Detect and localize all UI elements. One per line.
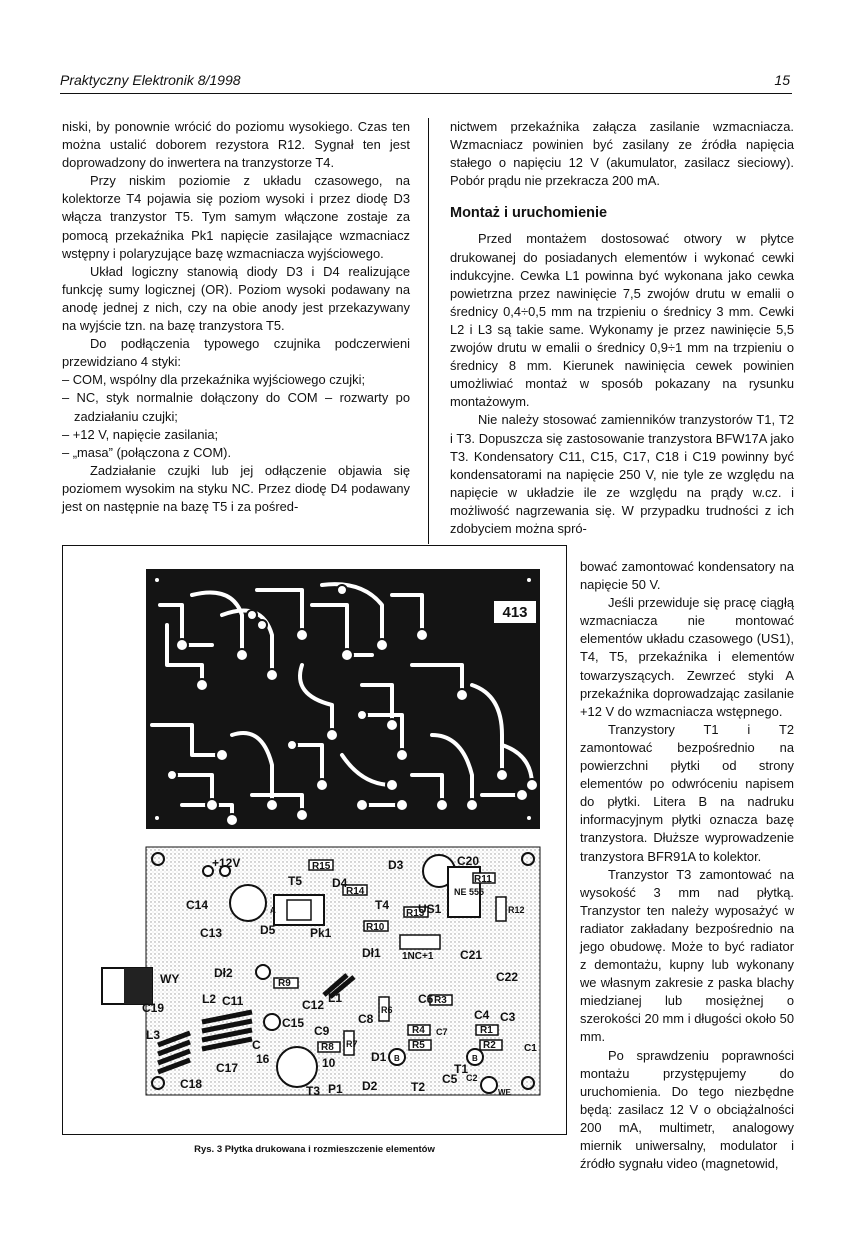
label-c5: C5 [442, 1072, 458, 1086]
label-c14: C14 [186, 898, 209, 912]
label-dl1: Dł1 [362, 946, 381, 960]
list-item: – +12 V, napięcie zasilania; [62, 426, 219, 442]
label-c-small: C [252, 1038, 261, 1052]
right-column [450, 118, 794, 538]
label-c13: C13 [200, 926, 223, 940]
list-item: – „masa” (połączona z COM). [62, 444, 232, 460]
label-c18: C18 [180, 1077, 203, 1091]
label-c2: C2 [466, 1073, 478, 1083]
label-r4: R4 [412, 1025, 425, 1036]
column-divider [428, 118, 429, 544]
label-c16: 16 [256, 1052, 270, 1066]
label-l2: L2 [202, 992, 217, 1006]
paragraph: nictwem przekaźnika załącza zasilanie wzmacniacza. Wzmacniacz powinien być zasilany ze źródła napięcia stałego o napięciu 12 V (akumulator, zasilacz sieciowy). Pobór prądu nie przekracza 200 mA. [450, 119, 794, 189]
label-c11: C11 [222, 994, 244, 1008]
label-r13: R13 [406, 908, 425, 919]
figure-caption: Rys. 3 Płytka drukowana i rozmieszczenie elementów [194, 1144, 435, 1155]
label-d4: D4 [332, 876, 348, 890]
label-r11: R11 [474, 874, 492, 885]
label-c8: C8 [358, 1012, 374, 1026]
label-c21: C21 [460, 948, 483, 962]
label-c7: C7 [436, 1027, 448, 1037]
narrow-column [580, 558, 794, 1173]
paragraph: niski, by ponownie wrócić do poziomu wysokiego. Czas ten można ustalić doborem rezystora R12. Sygnał ten jest doprowadzony do inwertera na tranzystorze T4. [62, 119, 410, 171]
board-number: 413 [502, 604, 528, 621]
label-c4: C4 [474, 1008, 490, 1022]
label-t2: T2 [411, 1080, 426, 1094]
label-d3: D3 [388, 858, 404, 872]
list-item: – NC, styk normalnie dołączony do COM – rozwarty po zadziałaniu czujki; [62, 390, 410, 424]
paragraph: bować zamontować kondensatory na napięcie 50 V. [580, 559, 794, 593]
pcb-copper-view [146, 569, 540, 829]
paragraph: Przy niskim poziomie z układu czasowego, na kolektorze T4 pojawia się poziom wysoki i przez diodę D3 włącza tranzystor T5. Tym samym włączone zostaje za pomocą przekaźnika Pk1 napięcie zasilające wzmacniacz wstępny i polaryzujące bazę wzmacniacza wyjściowego. [62, 173, 410, 261]
label-r3: R3 [434, 995, 447, 1006]
journal-title: Praktyczny Elektronik 8/1998 [60, 72, 241, 88]
label-c17: C17 [216, 1061, 239, 1075]
paragraph: Tranzystory T1 i T2 zamontować bezpośrednio na powierzchni płytki od strony elementów po odwróceniu napisem do płytki. Litera B na nadruku informacyjnym płytki oznacza bazę tranzystora. Dłuższe wyprowadzenie tranzystora BFR91A to kolektor. [580, 721, 794, 864]
label-ne555: NE 555 [454, 887, 485, 897]
contact-list [62, 371, 410, 461]
header-rule [60, 93, 792, 94]
figure-pcb [62, 545, 567, 1135]
paragraph: Zadziałanie czujki lub jej odłączenie objawia się poziomem wysokim na styku NC. Przez diodę D4 podawany jest on następnie na bazę T5 i za pośred- [62, 462, 410, 514]
label-c12: C12 [302, 998, 325, 1012]
label-plus12v: +12V [212, 856, 241, 870]
label-c19: C19 [142, 1001, 165, 1015]
pcb-drawing [62, 545, 567, 1135]
label-t4: T4 [375, 898, 390, 912]
label-c15: C15 [282, 1016, 305, 1030]
label-r2: R2 [483, 1040, 496, 1051]
list-item: – COM, wspólny dla przekaźnika wyjściowego czujki; [62, 372, 366, 388]
label-t3: T3 [306, 1084, 321, 1098]
pcb-component-view [102, 847, 540, 1098]
label-we: WE [498, 1088, 511, 1097]
label-us1: US1 [418, 902, 442, 916]
label-pk1: Pk1 [310, 926, 332, 940]
label-d1: D1 [371, 1050, 387, 1064]
label-c22: C22 [496, 970, 519, 984]
left-column [62, 118, 410, 516]
label-c1: C1 [524, 1043, 537, 1054]
paragraph: Do podłączenia typowego czujnika podczerwieni przewidziano 4 styki: [62, 336, 410, 370]
label-dl2: Dł2 [214, 966, 233, 980]
label-r5: R5 [412, 1040, 425, 1051]
label-c20: C20 [457, 854, 480, 868]
label-r9: R9 [278, 978, 291, 989]
label-r14: R14 [346, 886, 365, 897]
section-heading: Montaż i uruchomienie [450, 205, 608, 222]
label-d5: D5 [260, 923, 276, 937]
label-r8: R8 [321, 1042, 334, 1053]
label-r7: R7 [346, 1039, 358, 1049]
label-l1: L1 [328, 991, 343, 1005]
label-base-t2: B [394, 1054, 400, 1063]
label-base-t1: B [472, 1054, 478, 1063]
running-header [60, 70, 790, 92]
paragraph: Przed montażem dostosować otwory w płytce drukowanej do posiadanych elementów i wykonać cewki indukcyjne. Cewka L1 powinna być wykonana jako cewka powietrzna przez nawinięcie 7,5 zwojów drutu w emalii o średnicy 0,4÷0,5 mm na trzpieniu o średnicy 3 mm. Cewki L2 i L3 są takie same. Wykonamy je przez nawinięcie 5,5 zwojów drutu w emalii o średnicy 0,9÷1 mm na trzpieniu o średnicy 8 mm. Kierunek nawinięcia cewek powinien umożliwiać montaż w sposób pokazany na rysunku montażowym. [450, 231, 794, 410]
page-number: 15 [774, 72, 790, 88]
label-r6: R6 [381, 1005, 393, 1015]
label-c10: 10 [322, 1056, 336, 1070]
label-d2: D2 [362, 1079, 378, 1093]
label-r15: R15 [312, 861, 331, 872]
label-t1: T1 [454, 1062, 469, 1076]
paragraph: Nie należy stosować zamienników tranzystorów T1, T2 i T3. Dopuszcza się zastosowanie tranzystora BFW17A jako T3. Kondensatory C11, C15, C17, C18 i C19 powinny być kondensatorami na napięcie 250 V, nie tyle ze względu na napięcie w układzie ile ze względu na prądy w.cz. i możliwość nagrzewania się. W przypadku trudności z ich zdobyciem można spró- [450, 412, 794, 536]
label-c3: C3 [500, 1010, 516, 1024]
label-c6: C6 [418, 992, 434, 1006]
label-r1: R1 [480, 1025, 493, 1036]
label-c9: C9 [314, 1024, 330, 1038]
label-r12: R12 [508, 905, 525, 915]
paragraph: Tranzystor T3 zamontować na wysokość 3 mm nad płytką. Tranzystor ten należy wyposażyć w radiator zakładany bezpośrednio na jego obudowę. Może to być radiator z demontażu, kupny lub wykonany we własnym zakresie z paska blachy miedzianej lub mosiężnej o szerokości 20 mm i długości około 50 mm. [580, 866, 794, 1045]
paragraph: Jeśli przewiduje się pracę ciągłą wzmacniacza nie montować elementów układu czasowego (US1), T4, T5, przekaźnika i elementów towarzyszących. Zewrzeć styki A przekaźnika doprowadzając zasilanie +12 V do wzmacniacza wstępnego. [580, 595, 794, 719]
label-p1: P1 [328, 1082, 343, 1096]
label-wy: WY [160, 972, 180, 986]
label-relay-a: A [270, 906, 276, 915]
label-t5: T5 [288, 874, 303, 888]
label-l3: L3 [146, 1028, 161, 1042]
paragraph: Po sprawdzeniu poprawności montażu przystępujemy do uruchomienia. Do tego niezbędne będą: zasilacz 12 V o obciążalności 200 mA, multimetr, analogowy miernik uniwersalny, modulator i źródło sygnału video (magnetowid, [580, 1047, 794, 1172]
label-r10: R10 [366, 922, 385, 933]
paragraph: Układ logiczny stanowią diody D3 i D4 realizujące funkcję sumy logicznej (OR). Poziom wysoki podawany na anodę jednej z nich, czy na obie anody jest przekazywany na wyjście tzn. na bazę tranzystora T5. [62, 263, 410, 334]
label-inc: 1NC+1 [402, 951, 434, 962]
